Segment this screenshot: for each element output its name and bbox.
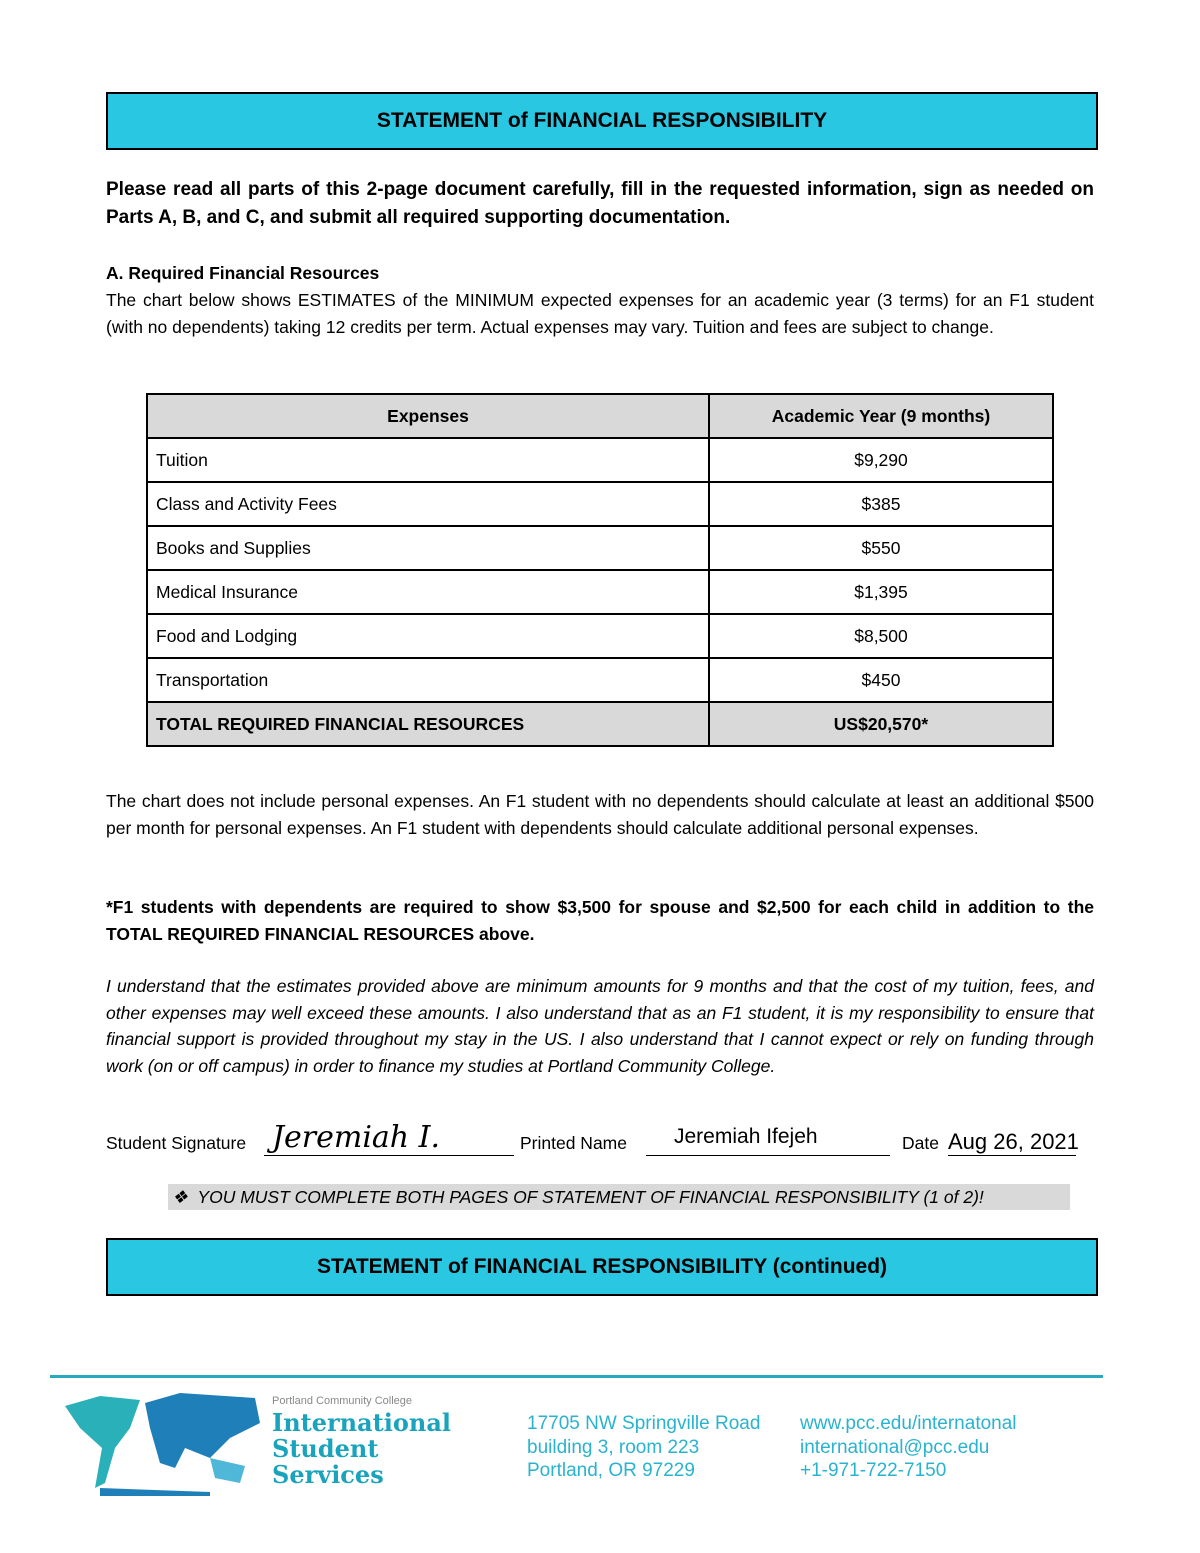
expense-value: $1,395 [709, 570, 1053, 614]
table-row [147, 614, 1053, 658]
section-a-text: The chart below shows ESTIMATES of the MINIMUM expected expenses for an academic year (3 terms) for an F1 student (with no dependents) taking 12 credits per term. Actual expenses may vary. Tuition and fees are subject to change. [106, 290, 1094, 337]
expense-name: Class and Activity Fees [147, 482, 709, 526]
email-link[interactable]: international@pcc.edu [800, 1436, 990, 1458]
note-personal-expenses: The chart does not include personal expenses. An F1 student with no dependents should calculate at least an additional $500 per month for personal expenses. An F1 student with dependents should calculate additional personal expenses. [106, 791, 1094, 838]
signature-value: Jeremiah I. [272, 1120, 441, 1155]
website-link[interactable]: www.pcc.edu/internatonal [800, 1413, 1017, 1434]
phone-number: +1-971-722-7150 [800, 1460, 947, 1481]
expense-name: Medical Insurance [147, 570, 709, 614]
address-line: Portland, OR 97229 [527, 1460, 695, 1481]
note-dependents: *F1 students with dependents are required to show $3,500 for spouse and $2,500 for each child in addition to the TOTAL REQUIRED FINANCIAL RESOURCES above. [106, 897, 1094, 944]
diamond-bullet-icon: ❖ [172, 1187, 198, 1207]
world-map-logo-icon [60, 1388, 270, 1498]
section-a-heading: A. Required Financial Resources [106, 263, 380, 283]
expense-value: $8,500 [709, 614, 1053, 658]
header-expenses: Expenses [147, 394, 709, 438]
date-value: Aug 26, 2021 [948, 1129, 1079, 1154]
intro: Please read all parts of this 2-page document carefully, fill in the requested information, sign as needed on Parts A, B, and C, and submit all required supporting documentation. [106, 179, 1094, 228]
expense-value: $9,290 [709, 438, 1053, 482]
acknowledgement: I understand that the estimates provided above are minimum amounts for 9 months and that the cost of my tuition, fees, and other expenses may well exceed these amounts. I also understand that as an F1 student, it is my responsibility to ensure that financial support is provided throughout my stay in the US. I also understand that I cannot expect or rely on funding through work (on or off campus) in order to finance my studies at Portland Community College. [106, 976, 1094, 1076]
dept-line: Student [272, 1434, 379, 1463]
dept-line: Services [272, 1460, 384, 1489]
date-label: Date [902, 1133, 939, 1153]
expense-value: $385 [709, 482, 1053, 526]
footer-divider [50, 1375, 1103, 1378]
expense-name: Transportation [147, 658, 709, 702]
signature-field[interactable] [264, 1120, 514, 1156]
expense-value: $550 [709, 526, 1053, 570]
footer-address [527, 1412, 760, 1483]
address-line: building 3, room 223 [527, 1436, 700, 1458]
printed-name-field[interactable] [646, 1125, 890, 1156]
total-label: TOTAL REQUIRED FINANCIAL RESOURCES [147, 702, 709, 746]
expense-name: Tuition [147, 438, 709, 482]
warning-note [168, 1184, 1070, 1210]
signature-row [106, 1118, 1096, 1158]
total-value: US$20,570* [709, 702, 1053, 746]
header-academic-year: Academic Year (9 months) [709, 394, 1053, 438]
footer-contact [800, 1412, 1017, 1483]
warning-text: YOU MUST COMPLETE BOTH PAGES OF STATEMENT OF FINANCIAL RESPONSIBILITY (1 of 2)! [197, 1187, 984, 1207]
expenses-table [146, 393, 1054, 747]
address-line: 17705 NW Springville Road [527, 1413, 761, 1434]
title-banner: STATEMENT of FINANCIAL RESPONSIBILITY [106, 92, 1098, 150]
printed-name-label: Printed Name [520, 1133, 627, 1153]
printed-name-value: Jeremiah Ifejeh [674, 1125, 818, 1148]
title-banner-continued: STATEMENT of FINANCIAL RESPONSIBILITY (continued) [106, 1238, 1098, 1296]
table-row [147, 570, 1053, 614]
college-name: Portland Community College [272, 1395, 413, 1407]
signature-label: Student Signature [106, 1133, 247, 1153]
table-row [147, 526, 1053, 570]
table-row [147, 438, 1053, 482]
table-row [147, 658, 1053, 702]
expense-name: Food and Lodging [147, 614, 709, 658]
table-row [147, 482, 1053, 526]
date-field[interactable] [948, 1129, 1079, 1156]
dept-line: International [272, 1408, 452, 1437]
expense-value: $450 [709, 658, 1053, 702]
total-row [147, 702, 1053, 746]
expense-name: Books and Supplies [147, 526, 709, 570]
table-header [147, 394, 1053, 438]
